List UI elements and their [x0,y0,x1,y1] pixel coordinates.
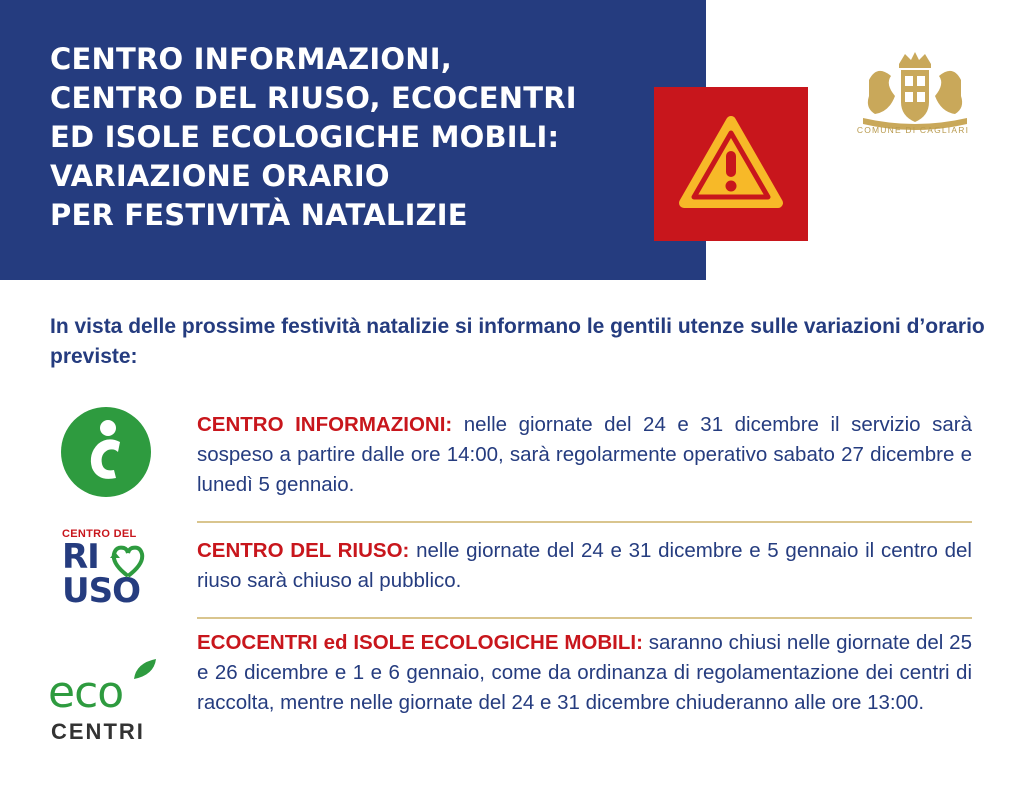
warning-icon [678,115,784,211]
section-text: saranno chiusi nelle giornate del 25 e 26 dicembre e 1 e 6 gennaio, come da ordinanza di regolamentazione dei centri di raccolta, mentre nelle giornate del 24 e 31 dicembre chiuderanno alle ore 13:00. [197,631,972,714]
title-line: CENTRO DEL RIUSO, ECOCENTRI [50,81,577,115]
info-center-logo-icon [60,406,152,498]
divider [197,521,972,523]
title-line: VARIAZIONE ORARIO [50,159,390,193]
section-heading: ECOCENTRI ed ISOLE ECOLOGICHE MOBILI: [197,631,643,654]
riuso-logo-top: CENTRO DEL [62,528,137,540]
section-text: nelle giornate del 24 e 31 dicembre il servizio sarà sospeso a partire dalle ore 14:00, sarà regolarmente operativo sabato 27 dicembre e lunedì 5 gennaio. [197,413,972,496]
title-line: CENTRO INFORMAZIONI, [50,42,452,76]
divider [197,617,972,619]
section-centro-riuso [197,536,972,596]
warning-box [654,87,808,241]
page-title [50,40,670,235]
header-banner [0,0,706,280]
recycle-heart-icon [108,544,148,578]
section-centro-informazioni [197,410,972,500]
intro-text: In vista delle prossime festività natalizie si informano le gentili utenze sulle variazioni d’orario previste: [50,315,985,368]
riuso-logo-row2: USO [62,571,140,611]
section-text: nelle giornate del 24 e 31 dicembre e 5 gennaio il centro del riuso sarà chiuso al pubblico. [197,539,972,592]
section-heading: CENTRO DEL RIUSO: [197,539,410,562]
crest-label: COMUNE DI CAGLIARI [856,125,970,135]
eco-logo-sub: CENTRI [51,719,145,744]
eco-logo-word: eco [48,667,124,718]
centro-riuso-logo [62,528,162,611]
leaf-icon [130,657,160,681]
section-heading: CENTRO INFORMAZIONI: [197,413,453,436]
title-line: PER FESTIVITÀ NATALIZIE [50,198,468,232]
riuso-logo-row1: RI [62,537,99,577]
title-line: ED ISOLE ECOLOGICHE MOBILI: [50,120,560,154]
section-ecocentri [197,628,972,718]
